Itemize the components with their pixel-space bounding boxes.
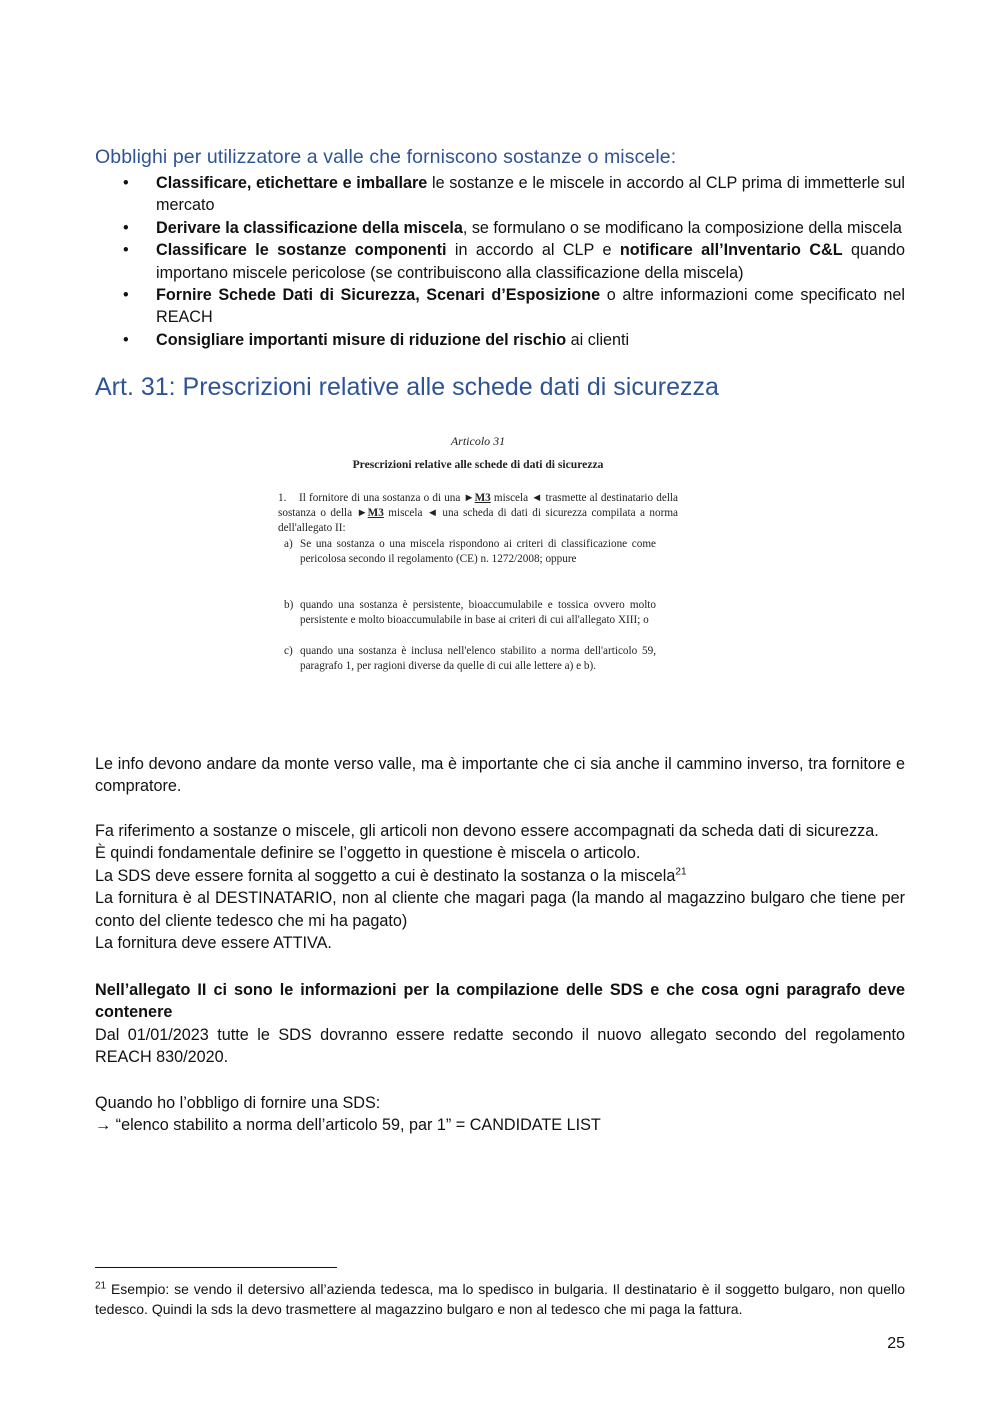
footnote-reference[interactable]: 21 [675, 866, 687, 878]
article-heading: Art. 31: Prescrizioni relative alle schede dati di sicurezza [95, 373, 719, 401]
excerpt-item: b) quando una sostanza è persistente, bioaccumulabile e tossica ovvero molto persistente e molto bioaccumulabile in base ai criteri di cui all'allegato XIII; o [284, 599, 656, 626]
page-number: 25 [887, 1335, 905, 1352]
list-item: • Classificare le sostanze componenti in accordo al CLP e notificare all’Inventario C&L quando importano miscele pericolose (se contribuiscono alla classificazione della miscela) [95, 239, 905, 284]
excerpt-intro: 1. Il fornitore di una sostanza o di una ►M3 miscela ◄ trasmette al destinatario della sostanza o della ►M3 miscela ◄ una scheda di dati di sicurezza compilata a norma dell'allegato II: [278, 492, 679, 534]
obligations-list [95, 172, 905, 351]
paragraph-flow: Le info devono andare da monte verso valle, ma è importante che ci sia anche il cammino inverso, tra fornitore e compratore. [95, 755, 905, 796]
marker-close-icon: ◄ [426, 507, 438, 519]
paragraph-annex: Nell’allegato II ci sono le informazioni per la compilazione delle SDS e che cosa ogni paragrafo deve contenere Dal 01/01/2023 tutte le SDS dovranno essere redatte secondo il nuovo allegato secondo del regolamento REACH 830/2020. [95, 981, 905, 1067]
arrow-right-icon: → [95, 1116, 112, 1135]
list-item: • Derivare la classificazione della miscela, se formulano o se modificano la composizione della miscela [95, 217, 905, 239]
marker-open-icon: ► [356, 507, 368, 519]
excerpt-title: Prescrizioni relative alle schede di dati di sicurezza [352, 458, 604, 471]
list-item: • Consigliare importanti misure di riduzione del rischio ai clienti [95, 329, 905, 351]
marker-open-icon: ► [463, 492, 475, 504]
footnote-divider [95, 1267, 337, 1268]
regulation-excerpt-image [278, 434, 678, 674]
paragraph-sds: Fa riferimento a sostanze o miscele, gli articoli non devono essere accompagnati da scheda dati di sicurezza. È quindi fondamentale definire se l’oggetto in questione è miscela o articolo. La SDS deve essere fornita al soggetto a cui è destinato la sostanza o la miscela$^{21}$ La fornitura è al DESTINATARIO, non al cliente che magari paga (la mando al magazzino bulgaro che tiene per conto del cliente tedesco che mi ha pagato) La fornitura deve essere ATTIVA. [95, 822, 905, 953]
footnote: $^{21}$ Esempio: se vendo il detersivo all’azienda tedesca, ma lo spedisco in bulgaria. Il destinatario è il soggetto bulgaro, non quello tedesco. Quindi la sds la devo trasmettere al magazzino bulgaro e non al tedesco che mi paga la fattura. [95, 1280, 905, 1317]
section-heading: Obblighi per utilizzatore a valle che forniscono sostanze o miscele: [95, 146, 677, 168]
marker-close-icon: ◄ [531, 492, 543, 504]
excerpt-item: a) Se una sostanza o una miscela rispondono ai criteri di classificazione come pericolosa secondo il regolamento (CE) n. 1272/2008; oppure [284, 538, 656, 565]
list-item: • Fornire Schede Dati di Sicurezza, Scenari d’Esposizione o altre informazioni come specificato nel REACH [95, 284, 905, 329]
excerpt-article-label: Articolo 31 [450, 434, 506, 448]
excerpt-item: c) quando una sostanza è inclusa nell'elenco stabilito a norma dell'articolo 59, paragrafo 1, per ragioni diverse da quelle di cui alle lettere a) e b). [284, 645, 656, 672]
paragraph-obligation: Quando ho l’obbligo di fornire una SDS: → “elenco stabilito a norma dell’articolo 59, par 1” = CANDIDATE LIST [95, 1094, 601, 1135]
list-item: • Classificare, etichettare e imballare le sostanze e le miscele in accordo al CLP prima di immetterle sul mercato [95, 172, 905, 217]
